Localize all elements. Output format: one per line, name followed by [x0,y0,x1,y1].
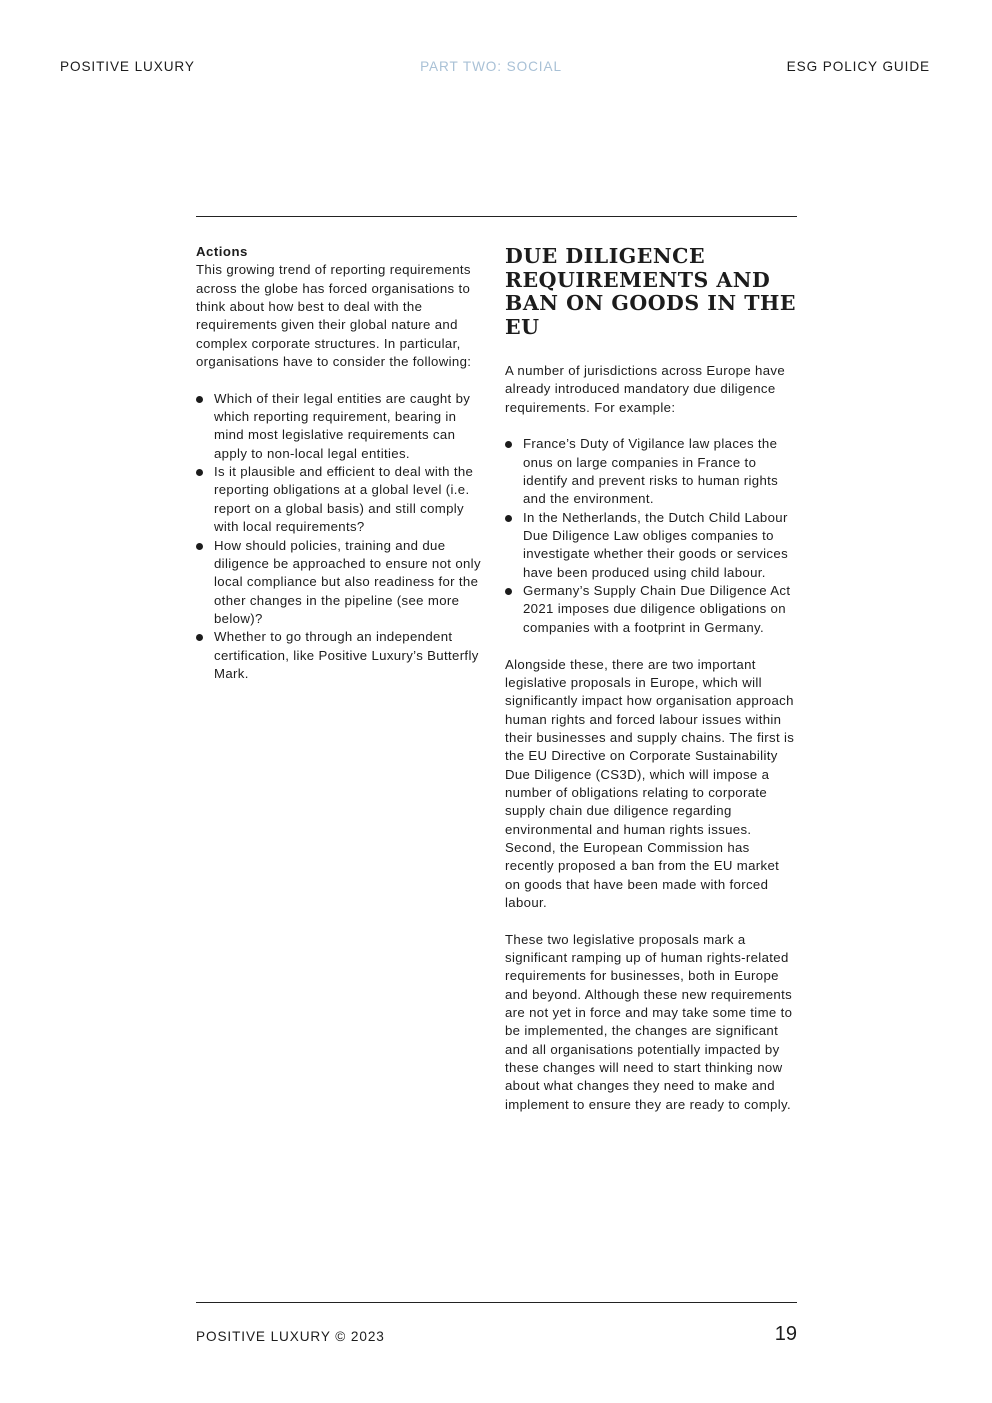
spacer [505,637,797,655]
running-header-left: POSITIVE LUXURY [60,59,195,74]
running-header-section: PART TWO: SOCIAL [420,59,562,74]
spacer [196,371,488,389]
section-title: DUE DILIGENCE REQUIREMENTS AND BAN ON GOODS IN THE EU [505,244,796,339]
footer-copyright: POSITIVE LUXURY © 2023 [196,1329,385,1344]
bullet-icon [196,396,203,403]
actions-intro: This growing trend of reporting requirements across the globe has forced organisations to think about how best to deal with the requirements given their global nature and complex corporate structures. In particular, organisations have to consider the following: [196,262,472,370]
spacer [505,912,797,930]
bullet-icon [196,469,203,476]
list-item [505,509,797,582]
bottom-divider [196,1302,797,1303]
list-item-text: Is it plausible and efficient to deal with the reporting obligations at a global level (i.e. report on a global basis) and still comply with local requirements? [214,464,474,535]
running-header-right: ESG POLICY GUIDE [786,59,930,74]
list-item [196,463,488,536]
list-item-text: Germany’s Supply Chain Due Diligence Act 2021 imposes due diligence obligations on companies with a footprint in Germany. [523,583,791,635]
bullet-icon [196,634,203,641]
bullet-icon [505,441,512,448]
due-diligence-column [505,245,797,1114]
list-item-text: How should policies, training and due diligence be approached to ensure not only local compliance but also readiness for the other changes in the pipeline (see more below)? [214,537,481,626]
actions-bullet-list [196,390,488,684]
bullet-icon [505,515,512,522]
due-diligence-intro: A number of jurisdictions across Europe have already introduced mandatory due diligence requirements. For example: [505,363,786,415]
page-number: 19 [774,1323,797,1345]
list-item [505,435,797,508]
due-diligence-paragraph-2: These two legislative proposals mark a significant ramping up of human rights-related requirements for businesses, both in Europe and beyond. Although these new requirements are not yet in force and may take some time to be implemented, the changes are significant and all organisations potentially impacted by these changes will need to start thinking now about what changes they need to make and implement to ensure they are ready to comply. [505,931,793,1112]
bullet-icon [505,588,512,595]
actions-heading: Actions [196,244,248,259]
bullet-icon [196,543,203,550]
due-diligence-bullet-list [505,435,797,637]
list-item-text: In the Netherlands, the Dutch Child Labour Due Diligence Law obliges companies to investigate whether their goods or services have been produced using child labour. [523,509,789,580]
list-item [196,628,488,683]
list-item [196,537,488,629]
list-item [196,390,488,463]
top-divider [196,216,797,217]
actions-column [196,243,488,683]
list-item [505,582,797,637]
list-item-text: Whether to go through an independent certification, like Positive Luxury’s Butterfly Mark. [214,629,479,681]
list-item-text: Which of their legal entities are caught by which reporting requirement, bearing in mind most legislative requirements can apply to non-local legal entities. [214,390,471,461]
due-diligence-paragraph-1: Alongside these, there are two important legislative proposals in Europe, which will significantly impact how organisation approach human rights and forced labour issues within their businesses and supply chains. The first is the EU Directive on Corporate Sustainability Due Diligence (CS3D), which will impose a number of obligations relating to corporate supply chain due diligence regarding environmental and human rights issues. Second, the European Commission has recently proposed a ban from the EU market on goods that have been made with forced labour. [505,656,795,910]
spacer [505,417,797,435]
list-item-text: France’s Duty of Vigilance law places the onus on large companies in France to identify and prevent risks to human rights and the environment. [523,436,779,507]
